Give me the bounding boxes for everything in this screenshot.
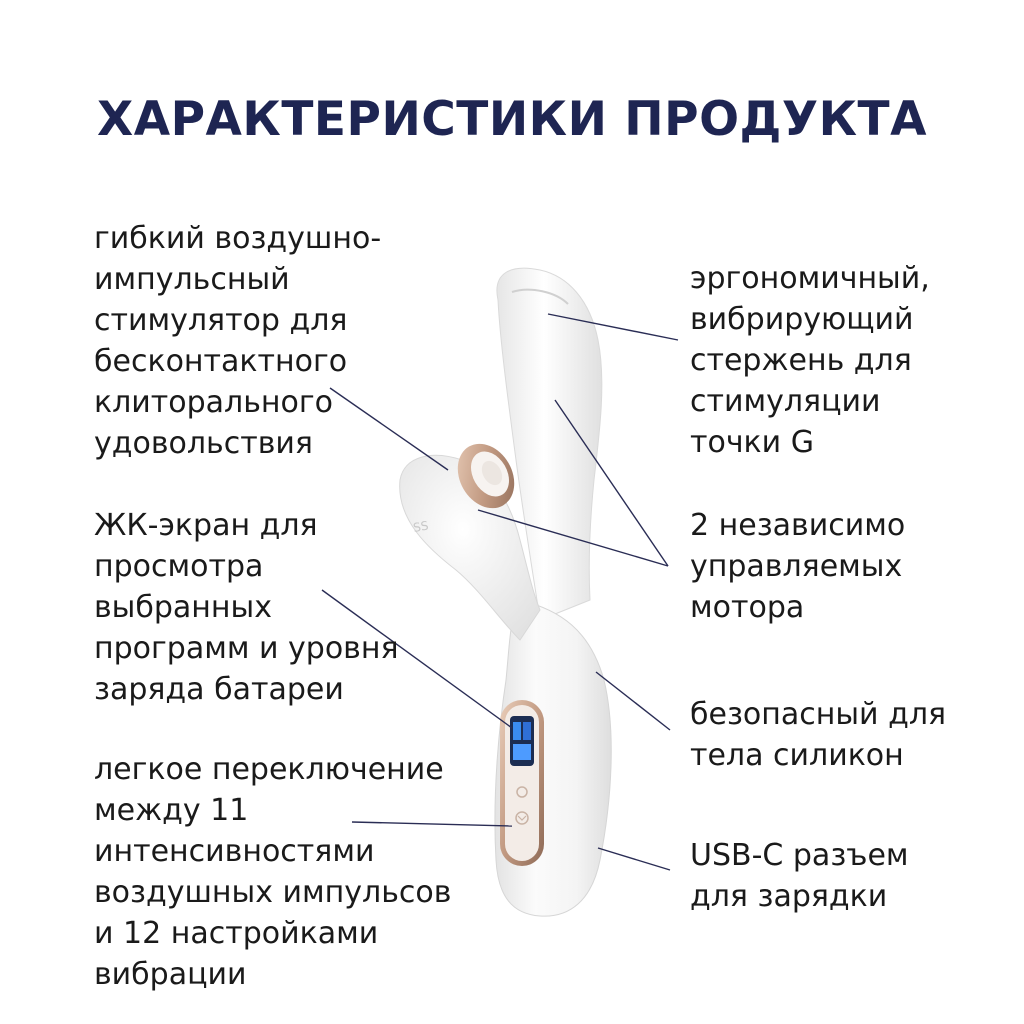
feature-line: просмотра bbox=[94, 549, 264, 584]
feature-body-safe-silicone bbox=[690, 694, 946, 776]
feature-line: точки G bbox=[690, 425, 814, 460]
feature-air-pulse-stimulator bbox=[94, 218, 381, 464]
feature-line: заряда батареи bbox=[94, 672, 344, 707]
feature-line: стимулятор для bbox=[94, 303, 348, 338]
feature-line: USB-C разъем bbox=[690, 838, 909, 873]
feature-ergonomic-shaft bbox=[690, 258, 930, 463]
feature-line: удовольствия bbox=[94, 426, 313, 461]
feature-line: импульсный bbox=[94, 262, 290, 297]
feature-line: и 12 настройками bbox=[94, 916, 379, 951]
feature-line: легкое переключение bbox=[94, 752, 444, 787]
page-title: ХАРАКТЕРИСТИКИ ПРОДУКТА bbox=[97, 92, 927, 147]
feature-line: для зарядки bbox=[690, 879, 888, 914]
feature-line: безопасный для bbox=[690, 697, 947, 732]
feature-line: воздушных импульсов bbox=[94, 875, 452, 910]
feature-intensity-switching bbox=[94, 749, 451, 995]
feature-line: стимуляции bbox=[690, 384, 881, 419]
feature-two-motors bbox=[690, 505, 905, 628]
feature-lcd-screen bbox=[94, 505, 399, 710]
feature-line: мотора bbox=[690, 590, 805, 625]
feature-line: 2 независимо bbox=[690, 508, 906, 543]
feature-line: вибрирующий bbox=[690, 302, 914, 337]
feature-line: вибрации bbox=[94, 957, 247, 992]
feature-line: эргономичный, bbox=[690, 261, 930, 296]
feature-line: управляемых bbox=[690, 549, 903, 584]
feature-usb-c-charging bbox=[690, 835, 909, 917]
feature-line: бесконтактного bbox=[94, 344, 348, 379]
feature-line: стержень для bbox=[690, 343, 912, 378]
feature-line: гибкий воздушно- bbox=[94, 221, 382, 256]
feature-line: тела силикон bbox=[690, 738, 904, 773]
feature-line: клиторального bbox=[94, 385, 333, 420]
svg-text:SS: SS bbox=[412, 518, 430, 535]
feature-line: выбранных bbox=[94, 590, 272, 625]
feature-line: между 11 bbox=[94, 793, 249, 828]
feature-line: ЖК-экран для bbox=[94, 508, 318, 543]
feature-line: интенсивностями bbox=[94, 834, 375, 869]
feature-line: программ и уровня bbox=[94, 631, 399, 666]
